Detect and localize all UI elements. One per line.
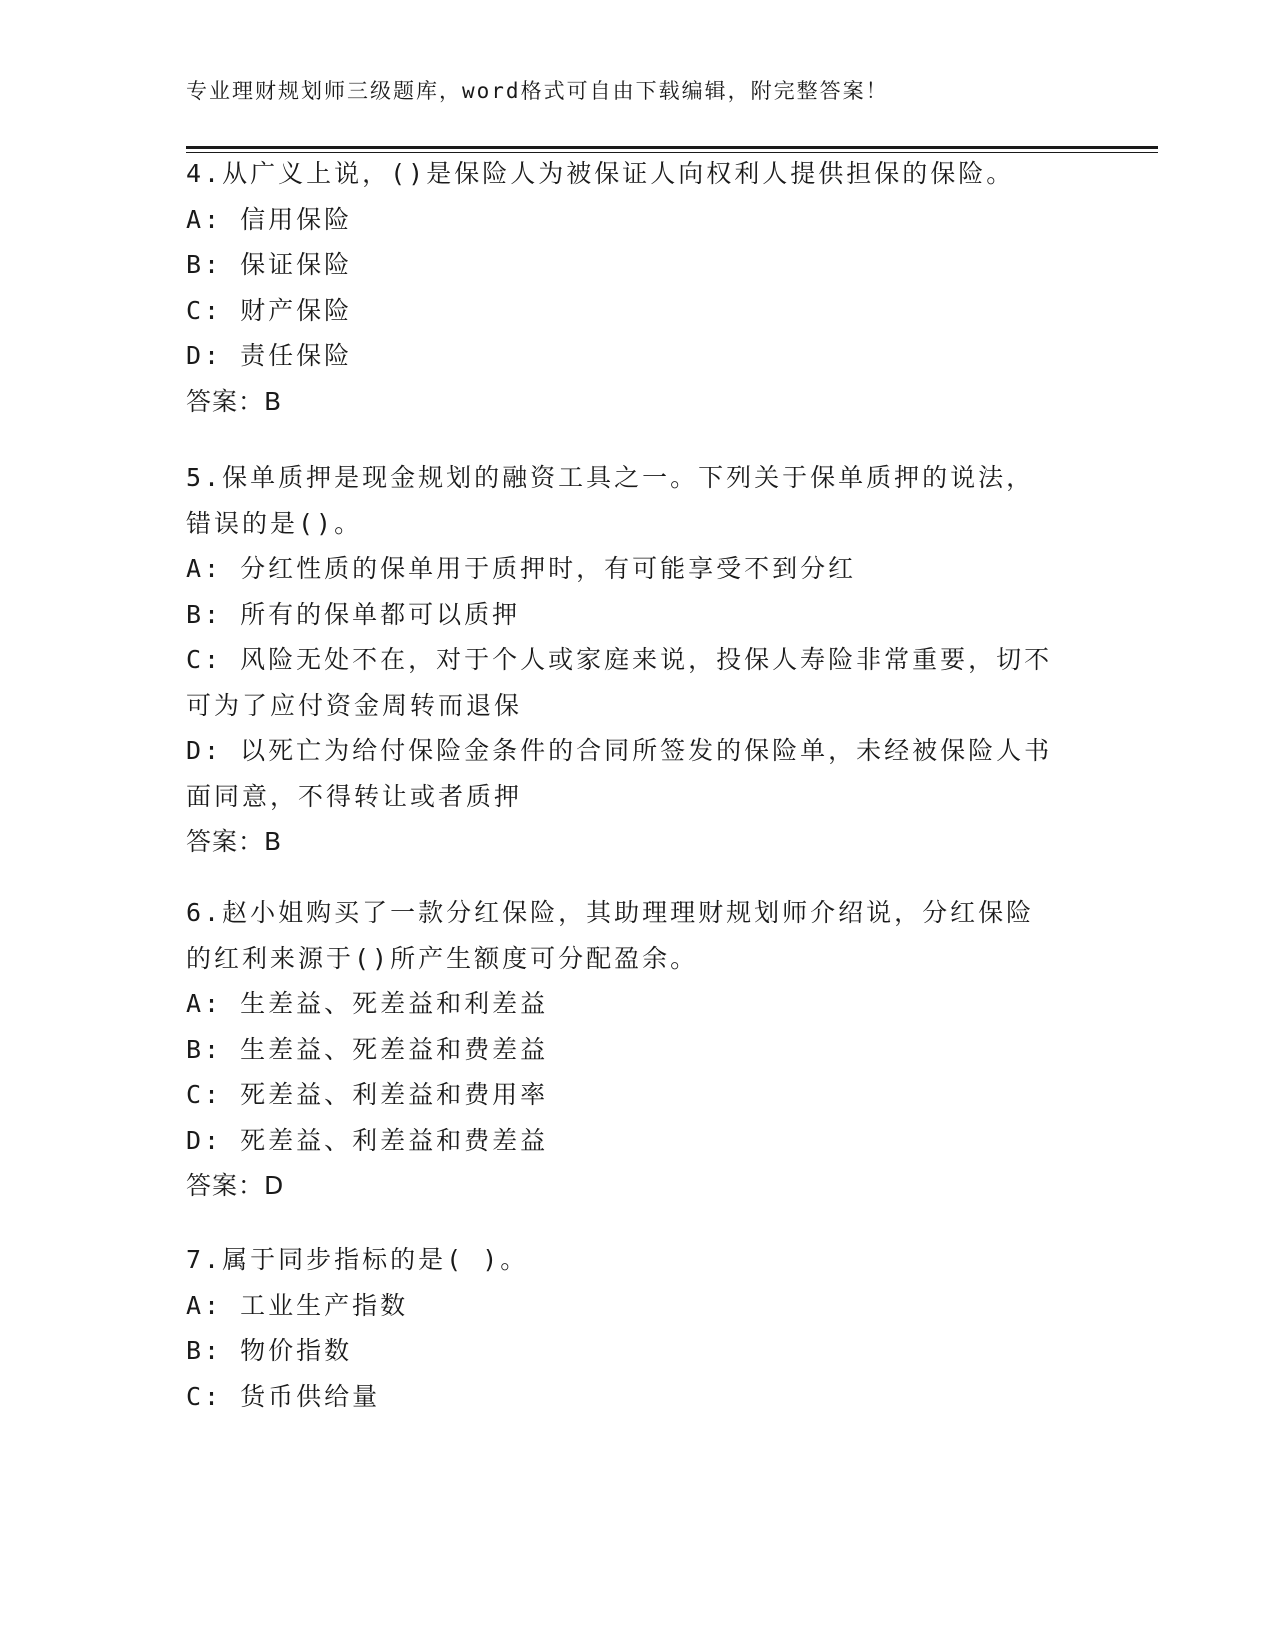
option-b: B: 保证保险 [186,250,353,279]
question-stem-line: 5.保单质押是现金规划的融资工具之一。下列关于保单质押的说法， [186,463,1035,492]
question-stem-line: 的红利来源于()所产生额度可分配盈余。 [186,943,699,973]
answer-line: 答案：B [186,386,283,416]
option-a: A: 信用保险 [186,204,353,234]
answer-line: 答案：D [186,1171,285,1200]
question-4 [186,151,1086,424]
question-7 [186,1237,1086,1419]
option-b: B: 物价指数 [186,1336,353,1365]
answer-line: 答案：B [186,827,283,856]
option-a: A: 生差益、死差益和利差益 [186,989,549,1018]
option-b: B: 所有的保单都可以质押 [186,599,521,629]
header-rule-thick [186,146,1158,149]
option-c: C: 货币供给量 [186,1381,381,1411]
question-5 [186,455,1086,865]
option-a: A: 工业生产指数 [186,1290,409,1320]
option-d: D: 死差益、利差益和费差益 [186,1125,549,1155]
option-d: D: 责任保险 [186,341,353,370]
question-stem-line: 6.赵小姐购买了一款分红保险，其助理理财规划师介绍说，分红保险 [186,898,1035,927]
question-stem-line: 7.属于同步指标的是( )。 [186,1245,529,1274]
question-6 [186,890,1086,1209]
option-b: B: 生差益、死差益和费差益 [186,1034,549,1064]
page-header: 专业理财规划师三级题库，word格式可自由下载编辑，附完整答案！ [186,79,889,103]
option-c: C: 死差益、利差益和费用率 [186,1080,549,1109]
question-stem-line: 4.从广义上说，()是保险人为被保证人向权利人提供担保的保险。 [186,159,1015,188]
option-c-continued: 可为了应付资金周转而退保 [186,690,523,720]
option-c: C: 风险无处不在，对于个人或家庭来说，投保人寿险非常重要，切不 [186,645,1053,674]
option-a: A: 分红性质的保单用于质押时，有可能享受不到分红 [186,554,857,583]
option-d: D: 以死亡为给付保险金条件的合同所签发的保险单，未经被保险人书 [186,736,1053,765]
option-d-continued: 面同意，不得转让或者质押 [186,781,523,811]
question-stem-line: 错误的是()。 [186,508,363,538]
option-c: C: 财产保险 [186,295,353,325]
